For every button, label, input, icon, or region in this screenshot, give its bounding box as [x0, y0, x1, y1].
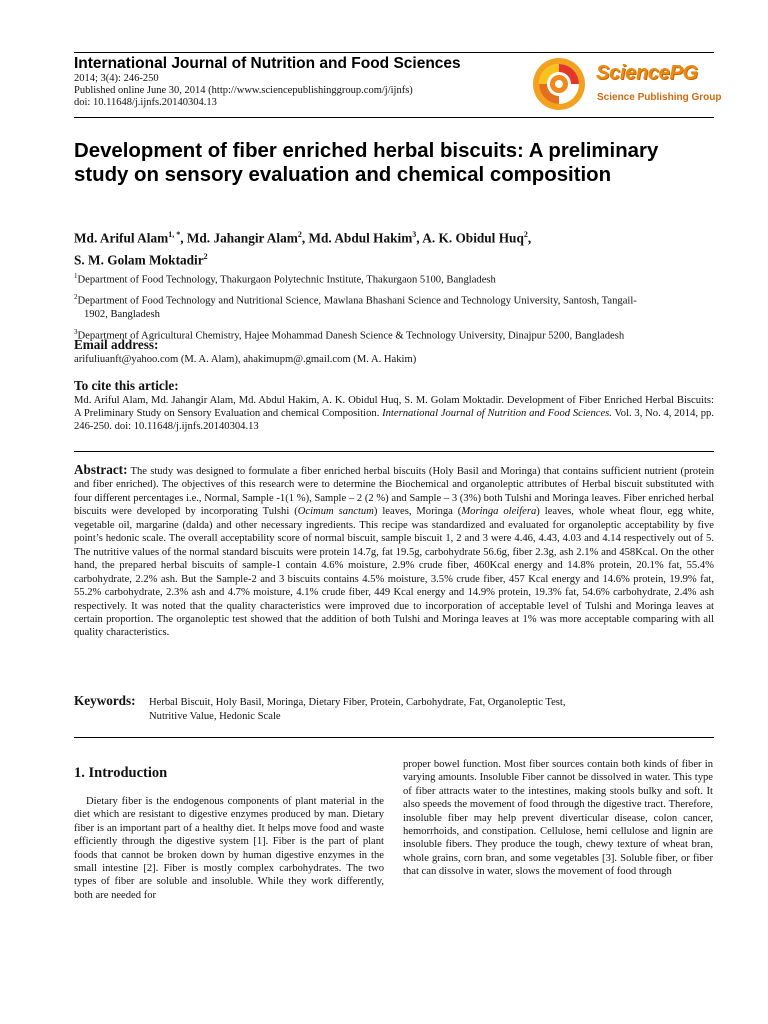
affiliation-number: 1 — [74, 272, 78, 280]
abstract-text: The study was designed to formulate a fiber enriched herbal biscuits (Holy Basil and Moringa) that contains sufficient nutrient (protein and fiber enriched). The objectives of this research were to determine the Biochemical and organoleptic attributes of Herbal biscuit substituted with four different percentages i.e., Normal, Sample -1(1 %), Sample – 2 (2 %) and Sample – 3 (3%) both Tulshi and Moringa leaves. Fiber enriched herbal biscuits were developed by incorporating Tulshi ( — [74, 466, 714, 518]
author-affil-mark: 2 — [523, 230, 528, 239]
citation-authors: Md. Ariful Alam, Md. Jahangir Alam, Md. Abdul Hakim, A. K. Obidul Huq, S. M. Golam Moktadir. Development of Fiber Enriched Herbal Biscuits: A Preliminary Study on Sensory Evaluation and chemical Composition. — [74, 395, 714, 420]
author-name: Md. Jahangir Alam — [186, 230, 298, 246]
author-affil-mark: 1, * — [168, 230, 181, 239]
author-separator: , — [301, 230, 309, 246]
keywords-label: Keywords: — [74, 693, 136, 708]
abstract — [74, 463, 714, 640]
affiliations — [74, 270, 714, 347]
author-separator: , — [416, 230, 423, 246]
author-separator: , — [527, 230, 532, 246]
author-list — [74, 225, 714, 270]
affiliation-item — [74, 326, 714, 343]
logo-name: SciencePG — [596, 62, 698, 84]
author-separator: , — [180, 230, 187, 246]
keywords-list — [149, 696, 709, 724]
meta-published[interactable]: Published online June 30, 2014 (http://www.sciencepublishinggroup.com/j/ijnfs) — [74, 85, 413, 97]
author-name: Md. Ariful Alam — [74, 230, 169, 246]
logo-subtitle: Science Publishing Group — [597, 92, 722, 103]
author-name: A. K. Obidul Huq — [422, 230, 524, 246]
author-affil-mark: 2 — [203, 252, 208, 262]
body-column-left: Dietary fiber is the endogenous components of plant material in the diet which are resistant to digestive enzymes produced by man. Dietary fiber is an important part of a healthy diet. It helps move food and waste efficiently through the digestive system [1]. Fiber is the part of plant foods that cannot be broken down by human digestive enzymes in the small intestine [2]. Fiber is mostly complex carbohydrates. The two types of fiber are soluble and insoluble. While they work differently, both are needed for — [74, 796, 384, 901]
author-affil-mark: 3 — [412, 230, 417, 239]
affiliation-continued — [74, 308, 714, 321]
keywords-line: Nutritive Value, Hedonic Scale — [149, 711, 281, 722]
journal-meta — [74, 73, 413, 110]
cite-heading: To cite this article: — [74, 378, 179, 393]
affiliation-number: 3 — [74, 328, 78, 337]
citation-journal: International Journal of Nutrition and Food Sciences. — [382, 408, 612, 420]
affiliation-number: 2 — [74, 293, 78, 302]
email-heading: Email address: — [74, 337, 159, 352]
species-name: Ocimum sanctum — [297, 506, 374, 518]
body-column-right: proper bowel function. Most fiber sources contain both kinds of fiber in varying amounts. Insoluble Fiber cannot be dissolved in water. This type of fiber attracts water to the intestines, making stools bulky and soft. It also speeds the movement of food through the digestive tract. Therefore, insoluble fiber may help prevent diverticular disease, colon cancer, hemorrhoids, and constipation. Cellulose, hemi cellulose and lignin are insoluble fibers. They produce the tough, chewy texture of wheat bran, whole grains, corn bran, and some vegetables [3]. Soluble fiber, or fiber that can dissolve in water, slows the movement of food through — [403, 759, 713, 878]
abstract-text: ) leaves, whole wheat flour, egg white, vegetable oil, margarine (dalda) and other necessary ingredients. This recipe was standardized and evaluated for organoleptic acceptability by five point’s hedonic scale. The overall acceptability score of normal biscuit, sample biscuit 1, 2 and 3 were 4.46, 4.43, 4.03 and 4.14 respectively out of 5. The nutritive values of the normal standard biscuits were protein 14.7g, fat 19.5g, carbohydrate 56.6g, fiber 2.3g, ash 2.1% and 458Kcal. On the other hand, the prepared herbal biscuits of sample-1 contain 4.6% moisture, 2.9% crude fiber, 460Kcal energy and 14.8% protein, 20.1% fat, 55.4% carbohydrate, 2.2% ash. But the Sample-2 and 3 biscuits contains 4.5% moisture, 3.5% crude fiber, 457 Kcal energy and 14.6% protein, 19.9% fat, 55.2% carbohydrate, 2.3% ash and 4.7% moisture, 4.1% crude fiber, 449 Kcal energy and 14.9% protein, 19.3% fat, 54.6% carbohydrate, 2.4% ash respectively. It was noted that the quality characteristics were improved due to incorporation of acceptable level of Tulshi and Moringa leaves at certain proportion. The organoleptic test showed that the addition of both Tulshi and Moringa leaves at 1% was more acceptable comparing with all quality characteristics. — [74, 506, 714, 639]
header-rule — [74, 117, 714, 118]
affiliation-text: Department of Agricultural Chemistry, Hajee Mohammad Danesh Science & Technology University, Dinajpur 5200, Bangladesh — [77, 330, 625, 342]
section-heading-introduction: 1. Introduction — [74, 765, 168, 781]
abstract-label: Abstract: — [74, 462, 128, 477]
author-name: Md. Abdul Hakim — [308, 230, 413, 246]
affiliation-text: 1902, Bangladesh — [84, 309, 160, 321]
species-name: Moringa oleifera — [461, 506, 537, 518]
top-rule — [74, 52, 714, 53]
keywords-line: Herbal Biscuit, Holy Basil, Moringa, Dietary Fiber, Protein, Carbohydrate, Fat, Organoleptic Test, — [149, 697, 566, 708]
affiliation-text: Department of Food Technology, Thakurgaon Polytechnic Institute, Thakurgaon 5100, Bangladesh — [77, 274, 496, 286]
citation-details: Vol. 3, No. 4, 2014, pp. 246-250. doi: 10.11648/j.ijnfs.20140304.13 — [74, 408, 715, 433]
email-addresses[interactable]: arifuliuanft@yahoo.com (M. A. Alam), ahakimupm@.gmail.com (M. A. Hakim) — [74, 354, 417, 365]
affiliation-text: Department of Food Technology and Nutritional Science, Mawlana Bhashani Science and Technology University, Santosh, Tangail- — [77, 295, 637, 307]
body-rule — [74, 737, 714, 738]
affiliation-item — [74, 291, 714, 308]
abstract-text: ) leaves, Moringa ( — [373, 506, 462, 518]
meta-doi[interactable]: doi: 10.11648/j.ijnfs.20140304.13 — [74, 97, 217, 109]
author-name: S. M. Golam Moktadir — [74, 252, 204, 268]
meta-volume: 2014; 3(4): 246-250 — [74, 73, 159, 84]
citation-text — [74, 394, 714, 434]
author-affil-mark: 2 — [297, 230, 302, 239]
journal-name: International Journal of Nutrition and Food Sciences — [74, 55, 461, 72]
abstract-rule — [74, 451, 714, 452]
paper-title: Development of fiber enriched herbal biscuits: A preliminary study on sensory evaluation and chemical composition — [74, 140, 659, 187]
affiliation-item — [74, 270, 714, 287]
